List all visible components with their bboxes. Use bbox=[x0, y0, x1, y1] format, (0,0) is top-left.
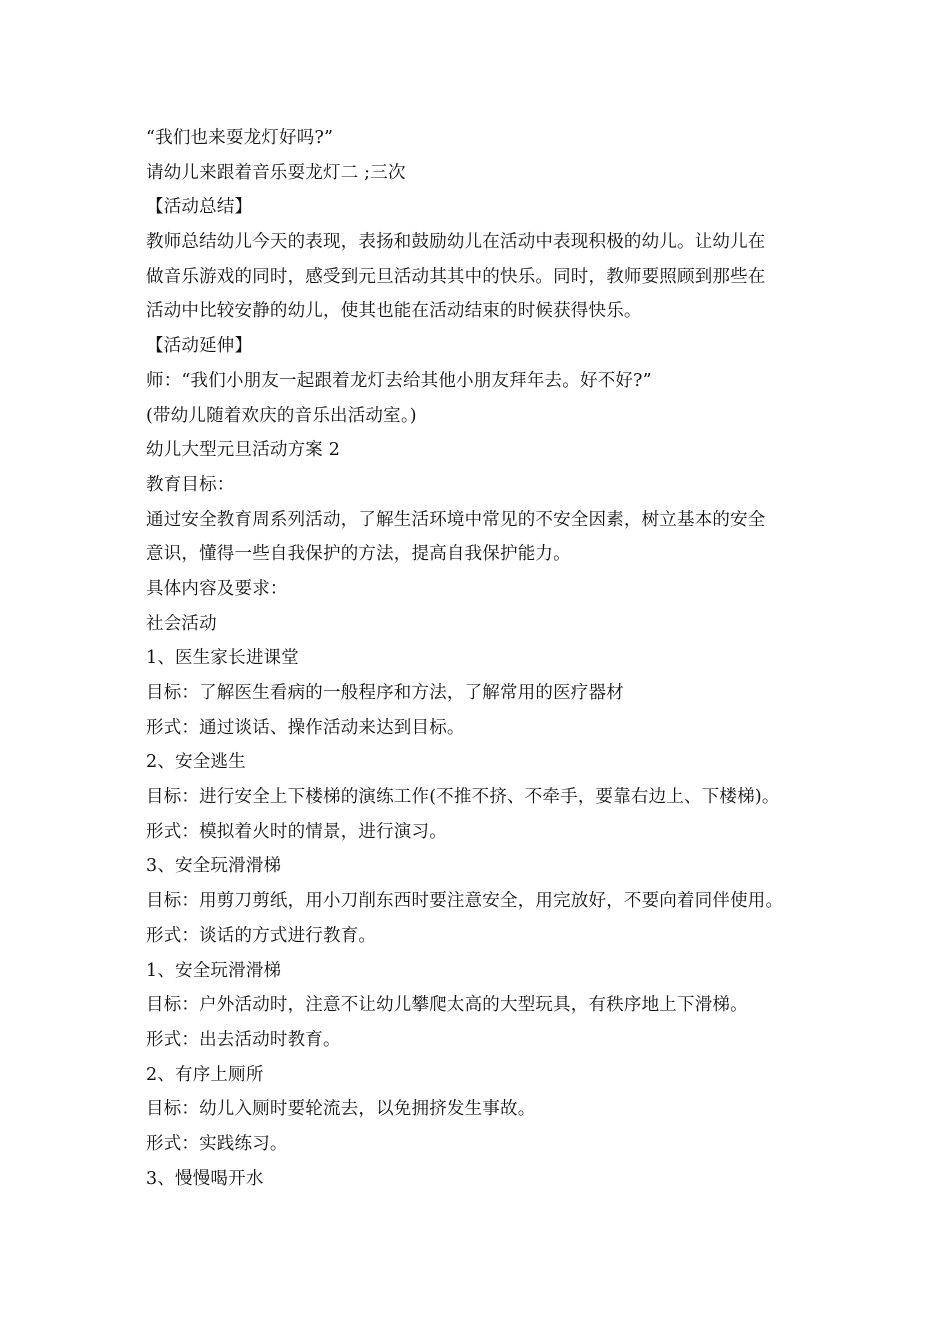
text-line: 做音乐游戏的同时，感受到元旦活动其其中的快乐。同时，教师要照顾到那些在 bbox=[146, 266, 766, 287]
text-line: 教育目标： bbox=[146, 474, 235, 495]
list-item: 1、安全玩滑滑梯 bbox=[146, 960, 282, 981]
text-line: 目标：用剪刀剪纸，用小刀削东西时要注意安全，用完放好，不要向着同伴使用。 bbox=[146, 891, 784, 912]
text-line: 目标：幼儿入厕时要轮流去，以免拥挤发生事故。 bbox=[146, 1099, 536, 1120]
list-item: 3、安全玩滑滑梯 bbox=[146, 856, 282, 877]
section-heading: 【活动延伸】 bbox=[146, 336, 253, 357]
text-line: 师：“我们小朋友一起跟着龙灯去给其他小朋友拜年去。好不好?” bbox=[146, 370, 652, 391]
text-line: 请幼儿来跟着音乐耍龙灯二 ;三次 bbox=[146, 162, 406, 183]
text-line: 目标：进行安全上下楼梯的演练工作(不推不挤、不牵手，要靠右边上、下楼梯)。 bbox=[146, 787, 780, 808]
list-item: 2、有序上厕所 bbox=[146, 1064, 264, 1085]
section-heading: 【活动总结】 bbox=[146, 197, 253, 218]
list-item: 3、慢慢喝开水 bbox=[146, 1168, 264, 1189]
list-item: 2、安全逃生 bbox=[146, 752, 246, 773]
text-line: 形式：通过谈话、操作活动来达到目标。 bbox=[146, 717, 465, 738]
text-line: “我们也来耍龙灯好吗?” bbox=[146, 128, 334, 148]
text-line: 目标：户外活动时，注意不让幼儿攀爬太高的大型玩具，有秩序地上下滑梯。 bbox=[146, 995, 748, 1016]
text-line: 活动中比较安静的幼儿，使其也能在活动结束的时候获得快乐。 bbox=[146, 301, 642, 322]
text-line: 通过安全教育周系列活动，了解生活环境中常见的不安全因素，树立基本的安全 bbox=[146, 509, 766, 530]
text-line: 形式：出去活动时教育。 bbox=[146, 1029, 341, 1050]
text-line: 形式：实践练习。 bbox=[146, 1133, 288, 1154]
text-line: 社会活动 bbox=[146, 613, 217, 634]
text-line: (带幼儿随着欢庆的音乐出活动室。) bbox=[146, 405, 417, 426]
document-body bbox=[146, 121, 826, 1196]
text-line: 具体内容及要求： bbox=[146, 578, 288, 599]
text-line: 形式：谈话的方式进行教育。 bbox=[146, 925, 377, 946]
text-line: 目标：了解医生看病的一般程序和方法，了解常用的医疗器材 bbox=[146, 683, 624, 703]
list-item: 1、医生家长进课堂 bbox=[146, 648, 299, 669]
text-line: 意识，懂得一些自我保护的方法，提高自我保护能力。 bbox=[146, 544, 571, 565]
text-line: 形式：模拟着火时的情景，进行演习。 bbox=[146, 821, 447, 842]
text-line: 教师总结幼儿今天的表现，表扬和鼓励幼儿在活动中表现积极的幼儿。让幼儿在 bbox=[146, 232, 766, 253]
document-title: 幼儿大型元旦活动方案 2 bbox=[146, 440, 341, 461]
